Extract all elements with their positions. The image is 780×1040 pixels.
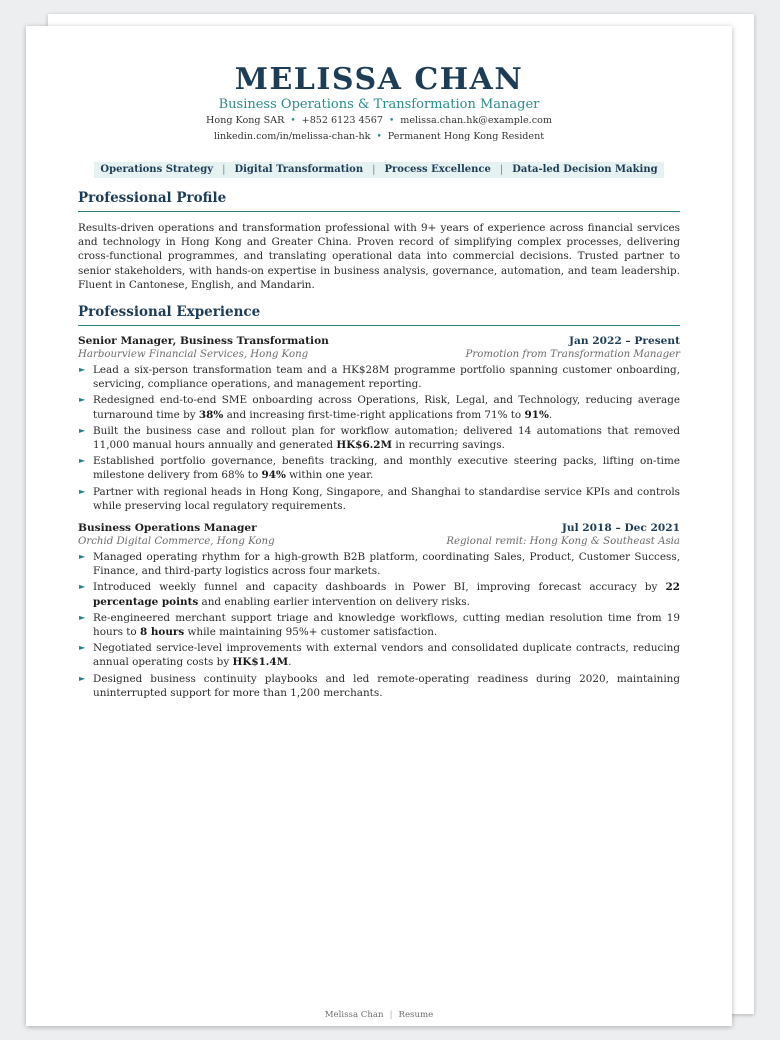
phone: +852 6123 4567 — [301, 115, 383, 126]
pipe-separator: | — [372, 164, 376, 175]
bullet-item — [78, 363, 680, 391]
bullet-text: Designed business continuity playbooks and led remote-operating readiness during 2020, maintaining uninterrupted support for more than 1,200 merchants. — [93, 672, 680, 699]
bullet-highlight: HK$1.4M — [232, 656, 289, 669]
job-bullets — [78, 550, 680, 700]
bullet-text: Redesigned end-to-end SME onboarding across Operations, Risk, Legal, and Technology, reducing average turnaround time by — [93, 394, 680, 421]
bullet-text: within one year. — [285, 469, 374, 482]
bullet-arrow-icon: ► — [79, 456, 86, 466]
skill-tag: Process Excellence — [384, 164, 491, 175]
pipe-separator: | — [222, 164, 226, 175]
bullet-item — [78, 485, 680, 513]
bullet-item — [78, 641, 680, 669]
bullet-text: Lead a six-person transformation team and a HK$28M programme portfolio spanning customer onboarding, servicing, compliance operations, and management reporting. — [93, 364, 680, 391]
skills-banner — [94, 162, 663, 178]
bullet-text: . — [548, 408, 553, 421]
bullet-highlight: 94% — [261, 469, 286, 482]
section-title-experience: Professional Experience — [78, 304, 680, 326]
job-entry — [78, 334, 680, 513]
job-company: Harbourview Financial Services, Hong Kong — [78, 349, 309, 361]
candidate-headline: Business Operations & Transformation Manager — [218, 97, 540, 112]
contact-line-secondary — [78, 129, 680, 145]
bullet-arrow-icon: ► — [79, 673, 86, 683]
bullet-arrow-icon: ► — [79, 486, 86, 496]
bullet-arrow-icon: ► — [79, 643, 86, 653]
bullet-item — [78, 424, 680, 452]
experience-list — [78, 334, 680, 700]
bullet-highlight: 91% — [524, 408, 549, 421]
bullet-text: while maintaining 95%+ customer satisfaction. — [184, 626, 438, 639]
bullet-highlight: 8 hours — [139, 626, 185, 639]
bullet-separator-icon: • — [376, 132, 382, 142]
bullet-separator-icon: • — [290, 116, 296, 126]
bullet-arrow-icon: ► — [79, 582, 86, 592]
bullet-text: Re-engineered merchant support triage and knowledge workflows, cutting median resolution time from 19 hours to — [93, 611, 680, 639]
section-title-profile: Professional Profile — [78, 190, 680, 212]
bullet-separator-icon: • — [388, 116, 395, 126]
job-title: Senior Manager, Business Transformation — [78, 335, 329, 348]
residency-status: Permanent Hong Kong Resident — [387, 131, 545, 142]
bullet-arrow-icon: ► — [79, 425, 86, 435]
bullet-text: Partner with regional heads in Hong Kong, Singapore, and Shanghai to standardise service KPIs and controls while preserving local regulatory requirements. — [93, 485, 680, 512]
pipe-separator: | — [499, 164, 504, 175]
bullet-highlight: 22 percentage points — [93, 581, 680, 608]
contact-line-primary — [78, 113, 680, 129]
location: Hong Kong SAR — [206, 115, 285, 126]
bullet-text: . — [288, 656, 292, 669]
job-bullets — [78, 363, 680, 513]
footer-label: Resume — [398, 1010, 434, 1020]
profile-summary: Results-driven operations and transformation professional with 9+ years of experience across financial services and technology in Hong Kong and Greater China. Proven record of simplifying complex processes, delivering cross-functional programmes, and translating operational data into commercial decisions. Trusted partner to senior stakeholders, with hands-on expertise in business analysis, governance, automation, and team leadership. Fluent in Cantonese, English, and Mandarin. — [78, 222, 680, 291]
bullet-text: Built the business case and rollout plan for workflow automation; delivered 14 automations that removed 11,000 manual hours annually and generated — [93, 424, 680, 452]
bullet-highlight: HK$6.2M — [336, 439, 393, 452]
bullet-highlight: 38% — [198, 408, 224, 421]
footer-name: Melissa Chan — [324, 1010, 384, 1020]
resume-page — [26, 26, 732, 1026]
job-note: Promotion from Transformation Manager — [465, 349, 680, 361]
job-title: Business Operations Manager — [78, 522, 257, 535]
skill-tag: Digital Transformation — [234, 164, 364, 175]
skill-tag: Operations Strategy — [100, 164, 214, 175]
bullet-text: Negotiated service-level improvements with external vendors and consolidated duplicate contracts, reducing annual operating costs by — [93, 642, 680, 669]
resume-header — [78, 64, 680, 145]
job-dates: Jul 2018 – Dec 2021 — [561, 522, 680, 535]
bullet-item — [78, 672, 680, 700]
bullet-text: Managed operating rhythm for a high-growth B2B platform, coordinating Sales, Product, Customer Success, Finance, and third-party logistics across four markets. — [93, 551, 680, 578]
bullet-text: Established portfolio governance, benefits tracking, and monthly executive steering packs, lifting on-time milestone delivery from 68% to — [93, 455, 680, 482]
bullet-text: and increasing first-time-right applications from 71% to — [223, 408, 525, 421]
bullet-arrow-icon: ► — [79, 612, 86, 622]
bullet-item — [78, 454, 680, 482]
bullet-item — [78, 611, 680, 639]
bullet-item — [78, 580, 680, 608]
linkedin-link[interactable]: linkedin.com/in/melissa-chan-hk — [213, 131, 371, 142]
bullet-text: Introduced weekly funnel and capacity dashboards in Power BI, improving forecast accuracy by — [93, 581, 666, 594]
job-note: Regional remit: Hong Kong & Southeast Asia — [446, 536, 680, 548]
job-dates: Jan 2022 – Present — [568, 335, 680, 348]
bullet-arrow-icon: ► — [79, 552, 86, 562]
pipe-separator: | — [389, 1010, 393, 1020]
candidate-name: MELISSA CHAN — [234, 62, 524, 97]
email-link[interactable]: melissa.chan.hk@example.com — [400, 115, 552, 126]
job-company: Orchid Digital Commerce, Hong Kong — [78, 536, 275, 548]
bullet-item — [78, 550, 680, 578]
bullet-arrow-icon: ► — [79, 365, 86, 375]
page-footer — [26, 1010, 732, 1020]
bullet-arrow-icon: ► — [79, 395, 86, 405]
bullet-text: in recurring savings. — [392, 439, 505, 452]
bullet-text: and enabling earlier intervention on delivery risks. — [198, 595, 470, 608]
bullet-item — [78, 393, 680, 421]
skill-tag: Data-led Decision Making — [512, 164, 658, 175]
job-entry — [78, 521, 680, 700]
